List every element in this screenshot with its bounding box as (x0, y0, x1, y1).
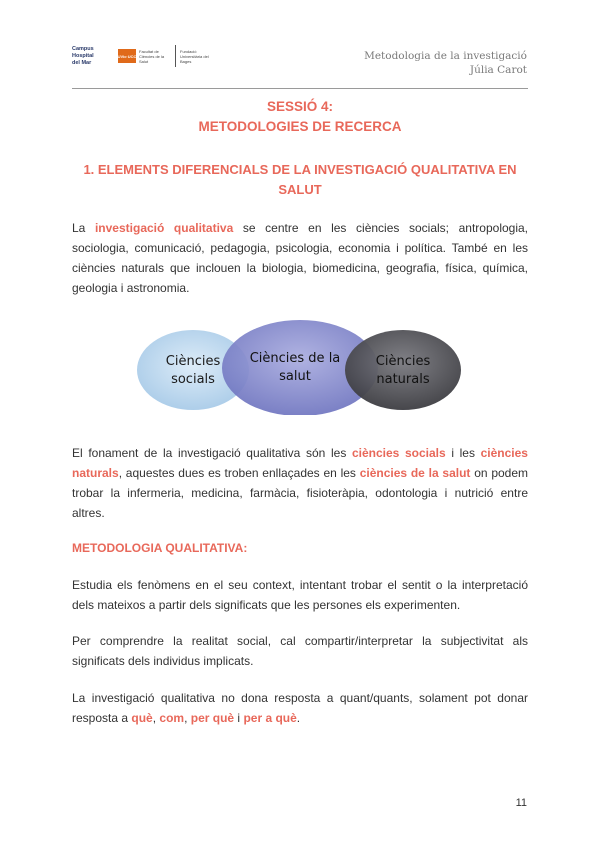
venn-label-naturals-2: naturals (376, 372, 430, 387)
venn-label-salut-1: Ciències de la (249, 351, 341, 366)
venn-diagram (135, 320, 465, 415)
text-run: i (234, 711, 244, 725)
highlight-term: què (131, 711, 153, 725)
fundacio-logo (175, 45, 216, 67)
header-author: Júlia Carot (469, 64, 527, 76)
section-heading-line-2: SALUT (278, 182, 322, 197)
text-run: , (152, 711, 160, 725)
header-logos (72, 40, 216, 72)
section-heading (72, 160, 528, 200)
text-run: El fonament de la investigació qualitativa són les (72, 446, 352, 460)
fundacio-logo-text: Fundació Universitària del Bages (180, 48, 209, 64)
highlight-term: ciències de la salut (359, 466, 471, 480)
highlight-term: com (159, 711, 185, 725)
text-run: se centre en les ciències socials; antropologia, sociologia, comunicació, pedagogia, psicologia, economia i política. També en les ciències naturals que inclouen la biologia, biomedicina, geografia, física, química, geologia i astronomia. (72, 221, 529, 295)
text-run: i les (445, 446, 481, 460)
logo-divider (175, 45, 176, 67)
text-run: La investigació qualitativa no dona resposta a quant/quants, solament pot donar resposta a (72, 691, 528, 725)
paragraph-estudia: Estudia els fenòmens en el seu context, intentant trobar el sentit o la interpretació dels mateixos a partir dels significats que les persones els experimenten. (72, 578, 528, 612)
venn-label-socials-2: socials (171, 372, 215, 387)
paragraph-fonament (72, 443, 528, 523)
session-number: SESSIÓ 4: (266, 99, 334, 114)
uvic-logo-text: Facultat de Ciències de la Salut (139, 48, 165, 64)
campus-logo-line: del Mar (72, 59, 92, 66)
header-course-title: Metodologia de la investigació (364, 50, 527, 62)
highlight-term: ciències socials (351, 446, 446, 460)
venn-label-naturals-1: Ciències (375, 354, 431, 369)
paragraph-intro (72, 218, 528, 298)
venn-label-socials-1: Ciències (165, 354, 221, 369)
text-run: . (296, 711, 301, 725)
session-topic: METODOLOGIES DE RECERCA (198, 119, 402, 134)
text-run: on podem trobar la infermeria, medicina, farmàcia, fisioteràpia, odontologia i nutrició entre altres. (72, 466, 529, 520)
text-run: , aquestes dues es troben enllaçades en les (118, 466, 360, 480)
campus-logo-line: Campus (72, 45, 94, 52)
paragraph-resposta (72, 688, 528, 728)
campus-hospital-logo (72, 46, 108, 67)
highlight-term: ciències naturals (72, 446, 528, 480)
text-run: , (184, 711, 191, 725)
highlight-term: per què (190, 711, 235, 725)
paragraph-comprendre: Per comprendre la realitat social, cal compartir/interpretar la subjectivitat als significats dels individus implicats. (72, 634, 528, 668)
highlight-term: investigació qualitativa (94, 221, 234, 235)
uvic-logo-mark: UVic·UCC (118, 49, 136, 63)
header-divider (72, 88, 528, 89)
venn-label-salut-2: salut (279, 369, 311, 384)
venn-circle-naturals (345, 330, 461, 410)
uvic-logo (118, 49, 165, 64)
session-title (72, 97, 528, 137)
section-heading-line-1: 1. ELEMENTS DIFERENCIALS DE LA INVESTIGACIÓ QUALITATIVA EN (83, 162, 517, 177)
campus-logo-line: Hospital (72, 52, 94, 59)
text-run: La (72, 221, 95, 235)
running-header (364, 49, 527, 77)
page-number: 11 (515, 797, 527, 809)
subheading-metodologia: METODOLOGIA QUALITATIVA: (72, 541, 248, 555)
highlight-term: per a què (243, 711, 297, 725)
